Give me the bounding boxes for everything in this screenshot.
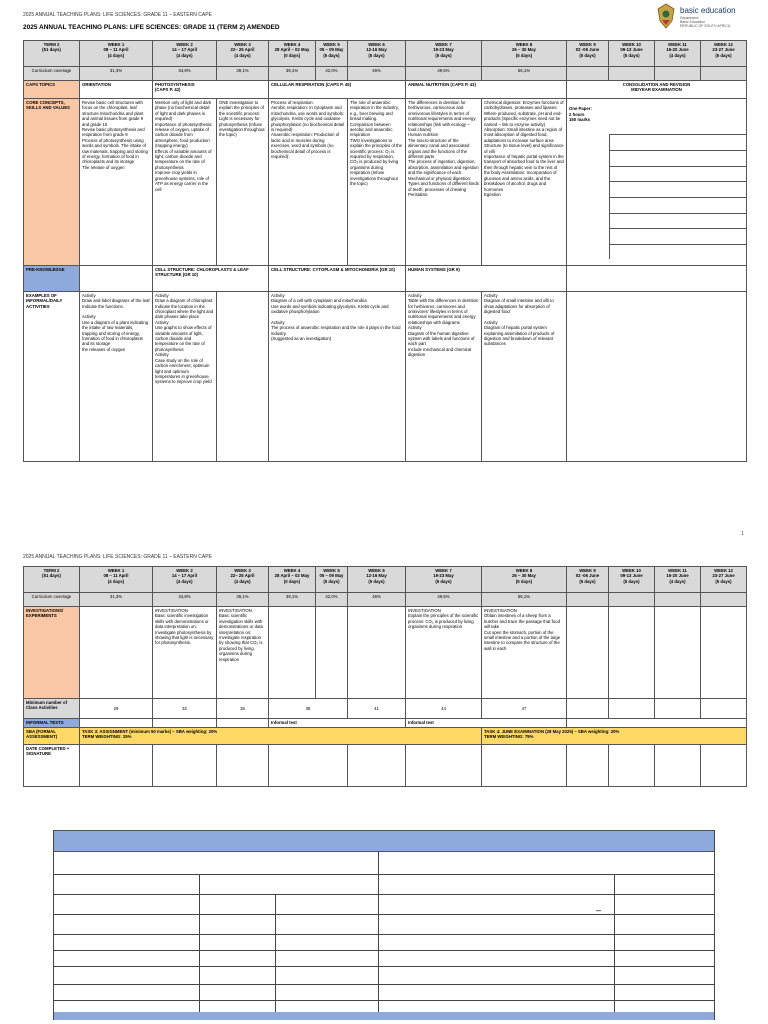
form-border [53,830,54,1020]
week-header: TERM 2 (51 days) [24,41,80,67]
date-signature-row [24,745,747,787]
week-header: WEEK 6 12-16 May (5 days) [348,41,406,67]
form-row-line [53,914,715,915]
coverage-value: 31,3% [80,67,153,81]
week-header: WEEK 6 12-16 May (5 days) [348,567,406,593]
signature-cell[interactable] [269,745,348,787]
signature-cell[interactable] [609,745,655,787]
week-header: WEEK 4 28 April – 02 May (0 days) [269,41,316,67]
core-concepts-week-4-5: Process of respiration: Aerobic respiration: In cytoplasm and mitochondria, use words and symbols: glycolysis, Krebs cycle and oxidative phosphorylation (no biochemical detail is required) Anaerobic respiration: Production of lactic acid in muscles during exercises, word and symbols (no biochemical detail of process is required): [269,99,348,266]
activities-week-1: Activity Draw and label diagrams of the leaf Indicate the functions. Activity Use a diagram of a plant indicating the intake of raw materials, trapping and storing of energy, formation of food in chloroplasts and its storage the releases of oxygen [80,291,153,461]
coverage-value: 39,1% [217,593,269,607]
minimum-activities-value: 32 [153,699,217,719]
pre-knowledge-row [24,265,747,291]
week-header: WEEK 8 26 – 30 May (5 days) [482,41,567,67]
caps-topic-nutrition: ANIMAL NUTRITION (CAPS P. 43) [406,81,567,99]
activities-week-8: Activity Diagram of small intestine and villi to show adaptations for absorption of digested food Activity Diagram of hepatic portal system explaining assimilation of products of digestion and breakdown of relevant substances [482,291,567,461]
form-row-line [53,934,715,935]
page-2 [0,548,768,808]
coverage-value [567,593,609,607]
informal-tests-week-3 [217,719,269,728]
coverage-label: Curriculum coverage [24,67,80,81]
pre-knowledge-empty [567,265,747,291]
signature-cell[interactable] [567,745,609,787]
week-header-row [24,567,747,593]
sba-label: SBA (FORMAL ASSESSMENT) [24,728,80,745]
week-header: WEEK 1 08 – 11 April (4 days) [80,41,153,67]
caps-topic-photosynthesis: PHOTOSYNTHESIS (CAPS P. 42) [153,81,269,99]
core-concepts-week-1: Revise basic cell structures with focus on the chloroplast, leaf structure mitochondria and plant and animal tissues from grade 9 and grade 10 Revise basic photosynthesis and respiration from grade 8 Process of photosynthesis using words and symbols. The intake of raw materials, trapping and storing of energy, formation of food in chloroplasts and its storage The release of oxygen [80,99,153,266]
date-signature-label: DATE COMPLETED + SIGNATURE [24,745,80,787]
coverage-value: 39,1% [269,593,316,607]
week-header: WEEK 3 22– 25 April (4 days) [217,41,269,67]
informal-tests-empty [567,719,747,728]
coverage-value: 46% [348,67,406,81]
minimum-activities-value: 44 [406,699,482,719]
logo-subtitle-3: REPUBLIC OF SOUTH AFRICA [680,24,731,28]
page-title: 2025 ANNUAL TEACHING PLANS: LIFE SCIENCES: GRADE 11 (TERM 2) AMENDED [23,24,280,31]
form-row-line [53,950,715,951]
teaching-plan-table-1 [23,40,747,462]
core-concepts-week-8: Chemical digestion: Enzymes functions of carbohydrases, proteases and lipases: Where produced, substrate, pH and end-products (Specific enzymes need not be named – link to enzyme activity) Absorption: Small intestine as a region of most absorption of digested food, adaptations to increase surface area Structure (to tissue level) and significance of villi Importance of hepatic portal system in the transport of absorbed food to the liver and then through hepatic vein to the rest of the body Assimilation: Incorporation of glucoses and amino acids, and the breakdown of alcohol, drugs and hormones Egestion [482,99,567,266]
week-header: WEEK 11 16-20 June (4 days) [655,567,701,593]
week-header: WEEK 11 16-20 June (4 days) [655,41,701,67]
coverage-row [24,593,747,607]
exam-paper-info: One Paper: 2 hours 150 marks [569,106,592,123]
coverage-value: 31,3% [80,593,153,607]
investigations-week-10 [609,607,655,699]
week-header: WEEK 5 05 – 09 May (5 days) [316,41,348,67]
signature-cell[interactable] [153,745,217,787]
minimum-activities-label: Minimum number of Class Activities [24,699,80,719]
coverage-value: 42,0% [316,593,348,607]
form-border [714,830,715,1020]
exam-blank-grid [609,104,746,259]
logo-subtitle-1: Department: [680,16,700,20]
minimum-activities-value: 47 [482,699,567,719]
form-row-line [53,1000,715,1001]
core-concepts-week-7: The differences in dentition for herbivorous, carnivorous and omnivorous lifestyles in terms of nutritional requirements and energy relationships (link with ecology – food chains) Human nutrition The macro-structure of the alimentary canal and associated organs and the functions of the different parts The process of ingestion, digestion, absorption, assimilation and egestion and the significance of each. Mechanical or physical digestion: Types and functions of different kinds of teeth, processes of chewing Peristalsis [406,99,482,266]
form-row-line [53,894,715,895]
signature-cell[interactable] [655,745,701,787]
week-header: WEEK 7 19-23 May (5 days) [406,41,482,67]
minimum-activities-value: 35 [217,699,269,719]
week-header: WEEK 4 28 April – 02 May (0 days) [269,567,316,593]
week-header: WEEK 9 02 -06 June (5 days) [567,41,609,67]
coverage-value: 34,8% [153,593,217,607]
page-number: 1 [741,531,744,537]
activities-label: EXAMPLES OF INFORMAL/DAILY ACTIVITIES [24,291,80,461]
activities-week-7: Activity Table with the differences in dentition for herbivores, carnivores and omnivores' lifestyles in terms of nutritional requirements and energy relationships with diagrams Activity Diagram of the human digestive system with labels and functions of each part Include mechanical and chemical digestion [406,291,482,461]
coverage-value [701,593,747,607]
activities-empty [567,291,747,461]
informal-tests-week-1 [80,719,153,728]
informal-tests-label: INFORMAL TESTS [24,719,80,728]
sba-row [24,728,747,745]
form-row-line [53,874,715,875]
activities-week-4-6: Activity Diagram of a cell with cytoplasm and mitochondria Use words and symbols indicating glycolysis, Krebs cycle and oxidative phosphorylation Activity The process of anaerobic respiration and the role it plays in the food industry. (Suggested as an investigation) [269,291,406,461]
caps-topics-label: CAPS TOPICS [24,81,80,99]
logo-title: basic education [680,6,736,15]
coat-of-arms-icon [656,3,676,29]
investigations-week-9 [567,607,609,699]
signature-cell[interactable] [482,745,567,787]
form-row-line [53,966,715,967]
activities-row [24,291,747,461]
investigations-week-7: INVESTIGATION Explain the principles of the scientific process: CO₂ is produced by living organisms during respiration [406,607,482,699]
core-concepts-week-3: ONE investigation to explain the principles of the scientific process: Light is necessary for photosynthesis (Infuse investigation throughout the topic) [217,99,269,266]
activities-week-3 [217,291,269,461]
week-header: WEEK 2 14 – 17 April (4 days) [153,41,217,67]
coverage-value [655,593,701,607]
coverage-value [701,67,747,81]
week-header: WEEK 12 23-27 June (5 days) [701,41,747,67]
week-header: WEEK 2 14 – 17 April (4 days) [153,567,217,593]
week-header: WEEK 1 08 – 11 April (4 days) [80,567,153,593]
pre-knowledge-week-1 [80,265,153,291]
teaching-plan-table-2 [23,566,747,787]
exam-layout [567,104,746,259]
core-concepts-row [24,99,747,266]
pre-knowledge-photosynthesis: CELL STRUCTURE: CHLOROPLASTS & LEAF STRUCTURE (GR 10) [153,265,269,291]
coverage-value [567,67,609,81]
week-header-row [24,41,747,67]
minimum-activities-value [655,699,701,719]
core-concepts-label: CORE CONCEPTS, SKILLS AND VALUES [24,99,80,266]
exam-grid [609,134,746,259]
signature-cell[interactable] [348,745,406,787]
form-row-line [53,984,715,985]
coverage-label: Curriculum coverage [24,593,80,607]
caps-topics-row [24,81,747,99]
form-dash: – [596,905,602,915]
form-column-line [378,852,379,1012]
minimum-activities-value: 29 [80,699,153,719]
investigations-week-12 [701,607,747,699]
week-header: WEEK 7 19-23 May (5 days) [406,567,482,593]
informal-tests-row [24,719,747,728]
coverage-value [655,67,701,81]
investigations-week-3: INVESTIGATION Basic scientific investigation skills with demonstrations or data interpretation on: Investigate respiration by showing that CO₂ is produced by living organisms during respiration [217,607,269,699]
minimum-activities-value [567,699,609,719]
form-column-line [614,874,615,1012]
document-header: 2025 ANNUAL TEACHING PLANS: LIFE SCIENCES: GRADE 11 – EASTERN CAPE [23,12,212,18]
form-column-line [275,894,276,1012]
week-header: WEEK 3 22– 25 April (4 days) [217,567,269,593]
caps-topic-orientation: ORIENTATION [80,81,153,99]
signature-cell[interactable] [80,745,153,787]
caps-topic-consolidation: CONSOLIDATION AND REVISION MIDYEAR EXAMINATION [567,81,747,99]
signature-cell[interactable] [701,745,747,787]
core-concepts-week-2: Mention only of light and dark phase (no biochemical detail of light and dark phases is required) Importance of photosynthesis: release of oxygen, uptake of carbon dioxide from atmosphere, food production (trapping energy) Effects of variable amounts of light, carbon dioxide and temperature on the rate of photosynthesis Improve crop yields in greenhouse systems, role of ATP as energy carrier in the cell [153,99,217,266]
coverage-value: 46% [348,593,406,607]
pre-knowledge-respiration: CELL STRUCTURE: CYTOPLASM & MITOCHONDRIA (GR 10) [269,265,406,291]
form-column-line [199,874,200,1012]
coverage-value: 49,5% [406,67,482,81]
informal-tests-week-2 [153,719,217,728]
coverage-value [609,67,655,81]
week-header: WEEK 10 09-13 June (5 days) [609,41,655,67]
activities-week-2: Activity Draw a diagram of chloroplast. Indicate the location in the chloroplast where the light and dark phases take place Activity Use graphs to show effects of variable amounts of light, carbon dioxide and temperature on the rate of photosynthesis Activity Case study on the role of carbon enrichment, optimum light and optimum temperatures in greenhouse systems to improve crop yield [153,291,217,461]
coverage-value: 56,1% [482,67,567,81]
department-logo [656,3,746,35]
investigations-week-11 [655,607,701,699]
coverage-row [24,67,747,81]
core-concepts-week-6: The role of anaerobic respiration in the industry, e.g., beer brewing and bread making. Comparison between aerobic and anaerobic respiration TWO investigations to explain the principles of the scientific process: O₂ is required by respiration, CO₂ is produced by living organisms during respiration (Infuse investigations throughout the topic) [348,99,406,266]
investigations-label: INVESTIGATIONS/ EXPERIMENTS [24,607,80,699]
coverage-value: 42,0% [316,67,348,81]
pre-knowledge-label: PRE-KNOWLEDGE [24,265,80,291]
sba-task-4: TASK 4: JUNE EXAMINATION (28 May 2025) – SBA weighting: 20% TERM WEIGHTING: 75% [482,728,747,745]
minimum-activities-value [701,699,747,719]
caps-topic-respiration: CELLULAR RESPIRATION (CAPS P. 45) [269,81,406,99]
signature-cell[interactable] [217,745,269,787]
week-header: WEEK 5 05 – 09 May (5 days) [316,567,348,593]
investigations-week-1 [80,607,153,699]
investigations-week-5 [316,607,348,699]
investigations-row [24,607,747,699]
logo-subtitle-2: Basic Education [680,20,706,24]
sba-task-3: TASK 3: ASSIGNMENT (minimum 50 marks) – SBA weighting: 20% TERM WEIGHTING: 25% [80,728,482,745]
informal-test-week-7: Informal test [406,719,567,728]
form-header-band [53,830,715,852]
coverage-value [609,593,655,607]
week-header: WEEK 10 09-13 June (5 days) [609,567,655,593]
investigations-week-8: INVESTIGATION Obtain intestines of a sheep from a butcher and trace the passage that food will take Cut open the stomach, portion of the small intestine and a portion of the large intestine to compare the structure of the wall in each [482,607,567,699]
coverage-value: 56,1% [482,593,567,607]
coverage-value: 39,1% [269,67,316,81]
week-header: WEEK 8 26 – 30 May (5 days) [482,567,567,593]
signature-cell[interactable] [406,745,482,787]
minimum-activities-value: 41 [348,699,406,719]
investigations-week-2: INVESTIGATION Basic scientific investigation skills with demonstrations or data interpretation on: Investigate photosynthesis by showing that light is necessary for photosynthesis. [153,607,217,699]
exam-cell [567,99,747,266]
week-header: WEEK 9 02 -06 June (5 days) [567,567,609,593]
investigations-week-6 [348,607,406,699]
pre-knowledge-nutrition: HUMAN SYSTEMS (GR 9) [406,265,567,291]
week-header: TERM 2 (51 days) [24,567,80,593]
blank-record-form [53,830,715,1020]
investigations-week-4 [269,607,316,699]
form-footer-band [53,1012,715,1020]
week-header: WEEK 12 23-27 June (5 days) [701,567,747,593]
minimum-activities-value [609,699,655,719]
logo-subtitle [680,16,730,28]
coverage-value: 34,8% [153,67,217,81]
informal-test-week-4: Informal test [269,719,406,728]
minimum-activities-value: 38 [269,699,348,719]
coverage-value: 49,5% [406,593,482,607]
document-header: 2025 ANNUAL TEACHING PLANS: LIFE SCIENCES: GRADE 11 – EASTERN CAPE [23,554,212,560]
coverage-value: 39,1% [217,67,269,81]
minimum-activities-row [24,699,747,719]
